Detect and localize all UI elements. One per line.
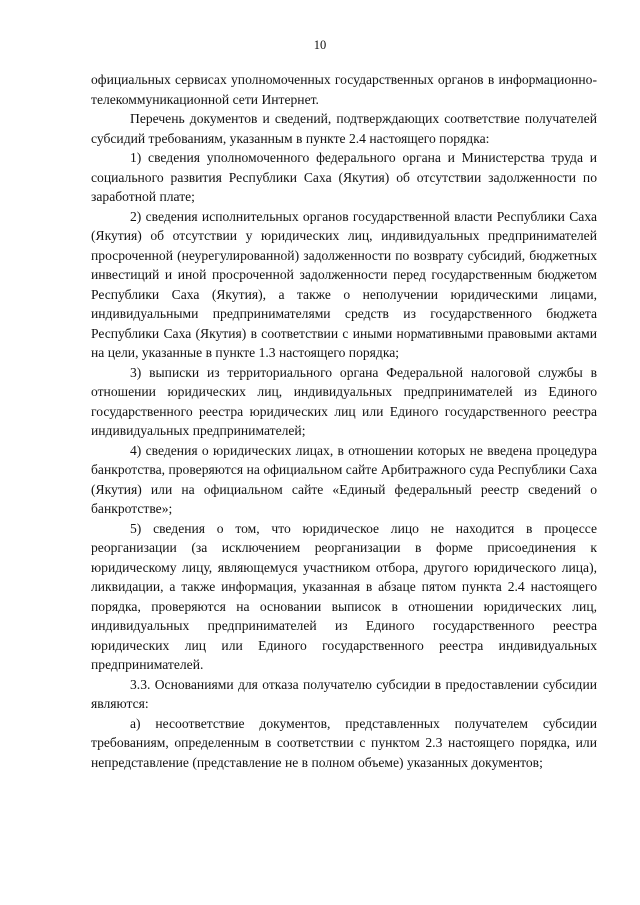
list-item-2: 2) сведения исполнительных органов государственной власти Республики Саха (Якутия) об отсутствии у юридических лиц, индивидуальных предпринимателей просроченной (неурегулированной) задолженности по возврату субсидий, бюджетных инвестиций и иной просроченной задолженности перед государственным бюджетом Республики Саха (Якутия), а также о неполучении юридическими лицами, индивидуальными предпринимателями средств из государственного бюджета Республики Саха (Якутия) в соответствии с иными нормативными правовыми актами на цели, указанные в пункте 1.3 настоящего порядка; [91,208,597,360]
document-body [91,70,597,772]
list-item-3: 3) выписки из территориального органа Федеральной налоговой службы в отношении юридических лиц, индивидуальных предпринимателей из Единого государственного реестра юридических лиц или Единого государственного реестра индивидуальных предпринимателей; [91,364,597,438]
list-item-a: а) несоответствие документов, представленных получателем субсидии требованиям, определенным в соответствии с пунктом 2.3 настоящего порядка, или непредставление (представление не в полном объеме) указанных документов; [91,715,597,770]
list-item-4: 4) сведения о юридических лицах, в отношении которых не введена процедура банкротства, проверяются на официальном сайте Арбитражного суда Республики Саха (Якутия) или на официальном сайте «Единый федеральный реестр сведений о банкротстве»; [91,442,597,516]
paragraph-continuation: официальных сервисах уполномоченных государственных органов в информационно-телекоммуникационной сети Интернет. [91,72,597,107]
list-item-5: 5) сведения о том, что юридическое лицо не находится в процессе реорганизации (за исключением реорганизации в форме присоединения к юридическому лицу, являющемуся участником отбора, другого юридического лица), ликвидации, а также информация, указанная в абзаце пятом пункта 2.4 настоящего порядка, проверяются на основании выписок в отношении юридических лиц, индивидуальных предпринимателей из Единого государственного реестра юридических лиц или Единого государственного реестра индивидуальных предпринимателей. [91,520,597,672]
list-item-1: 1) сведения уполномоченного федерального органа и Министерства труда и социального развития Республики Саха (Якутия) об отсутствии задолженности по заработной плате; [91,150,597,204]
section-3-3-heading: 3.3. Основаниями для отказа получателю субсидии в предоставлении субсидии являются: [91,676,597,711]
page-number: 10 [313,38,327,52]
paragraph-documents-list-intro: Перечень документов и сведений, подтверждающих соответствие получателей субсидий требованиям, указанным в пункте 2.4 настоящего порядка: [91,111,597,146]
